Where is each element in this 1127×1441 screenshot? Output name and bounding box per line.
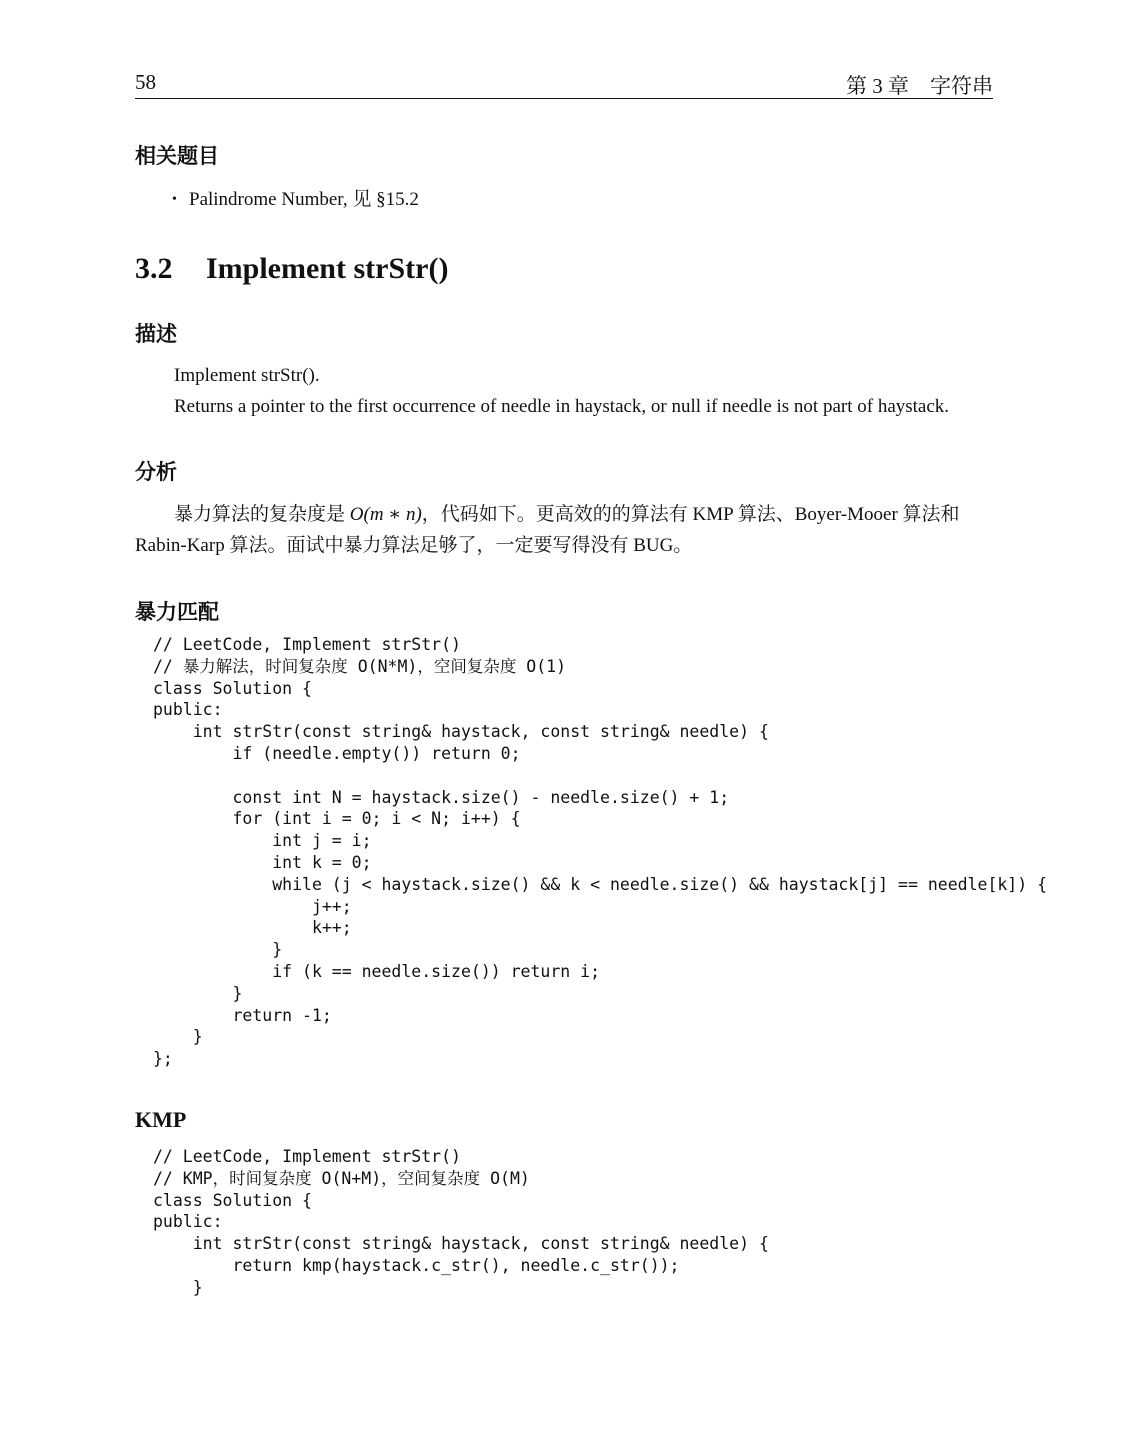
kmp-code-block	[153, 1146, 769, 1299]
code-line: const int N = haystack.size() - needle.size() + 1;	[153, 787, 730, 807]
code-line: // KMP，时间复杂度 O(N+M)，空间复杂度 O(M)	[153, 1168, 530, 1188]
code-line: int j = i;	[153, 831, 372, 851]
section-title	[135, 252, 448, 286]
chapter-title: 第 3 章 字符串	[846, 74, 993, 98]
code-line: k++;	[153, 918, 352, 938]
running-header	[135, 68, 993, 99]
description-heading: 描述	[135, 322, 177, 346]
code-line: if (needle.empty()) return 0;	[153, 743, 521, 763]
code-line: int k = 0;	[153, 852, 372, 872]
description-line-1: Implement strStr().	[174, 365, 320, 386]
code-line: class Solution {	[153, 678, 312, 698]
code-line: class Solution {	[153, 1190, 312, 1210]
related-problems-heading: 相关题目	[135, 144, 219, 168]
complexity-formula: O(m ∗ n)	[349, 504, 422, 525]
analysis-heading: 分析	[135, 460, 177, 484]
code-line: // 暴力解法，时间复杂度 O(N*M)，空间复杂度 O(1)	[153, 656, 567, 676]
analysis-line-2: Rabin-Karp 算法。面试中暴力算法足够了，一定要写得没有 BUG。	[135, 535, 693, 556]
code-line: int strStr(const string& haystack, const string& needle) {	[153, 722, 769, 742]
list-item: • Palindrome Number, 见 §15.2	[172, 184, 419, 211]
page-number: 58	[135, 70, 156, 94]
code-line: if (k == needle.size()) return i;	[153, 961, 601, 981]
code-line: while (j < haystack.size() && k < needle.size() && haystack[j] == needle[k]) {	[153, 874, 1048, 894]
code-line: j++;	[153, 896, 352, 916]
section-number: 3.2	[135, 252, 173, 285]
code-line	[153, 765, 1047, 787]
code-line: // LeetCode, Implement strStr()	[153, 1147, 461, 1166]
code-line: }	[153, 1027, 203, 1047]
code-line: public:	[153, 700, 223, 720]
code-line: int strStr(const string& haystack, const string& needle) {	[153, 1234, 769, 1254]
related-problems-list	[172, 184, 419, 211]
kmp-heading: KMP	[135, 1107, 187, 1132]
code-line: }	[153, 1277, 203, 1297]
section-name: Implement strStr()	[206, 252, 449, 285]
analysis-text-post: ，代码如下。更高效的的算法有 KMP 算法、Boyer-Mooer 算法和	[421, 504, 960, 525]
analysis-line-1	[174, 499, 960, 530]
brute-force-heading: 暴力匹配	[135, 600, 219, 624]
code-line: };	[153, 1049, 173, 1069]
code-line: return kmp(haystack.c_str(), needle.c_str());	[153, 1255, 680, 1275]
brute-force-code-block	[153, 634, 1047, 1070]
code-line: }	[153, 940, 283, 960]
code-line: public:	[153, 1212, 223, 1232]
code-line: for (int i = 0; i < N; i++) {	[153, 809, 521, 829]
code-line: // LeetCode, Implement strStr()	[153, 635, 461, 654]
code-line: return -1;	[153, 1005, 332, 1025]
analysis-text-pre: 暴力算法的复杂度是	[174, 504, 350, 525]
description-line-2: Returns a pointer to the first occurrence of needle in haystack, or null if needle is not part of haystack.	[174, 396, 950, 417]
code-line: }	[153, 983, 243, 1003]
